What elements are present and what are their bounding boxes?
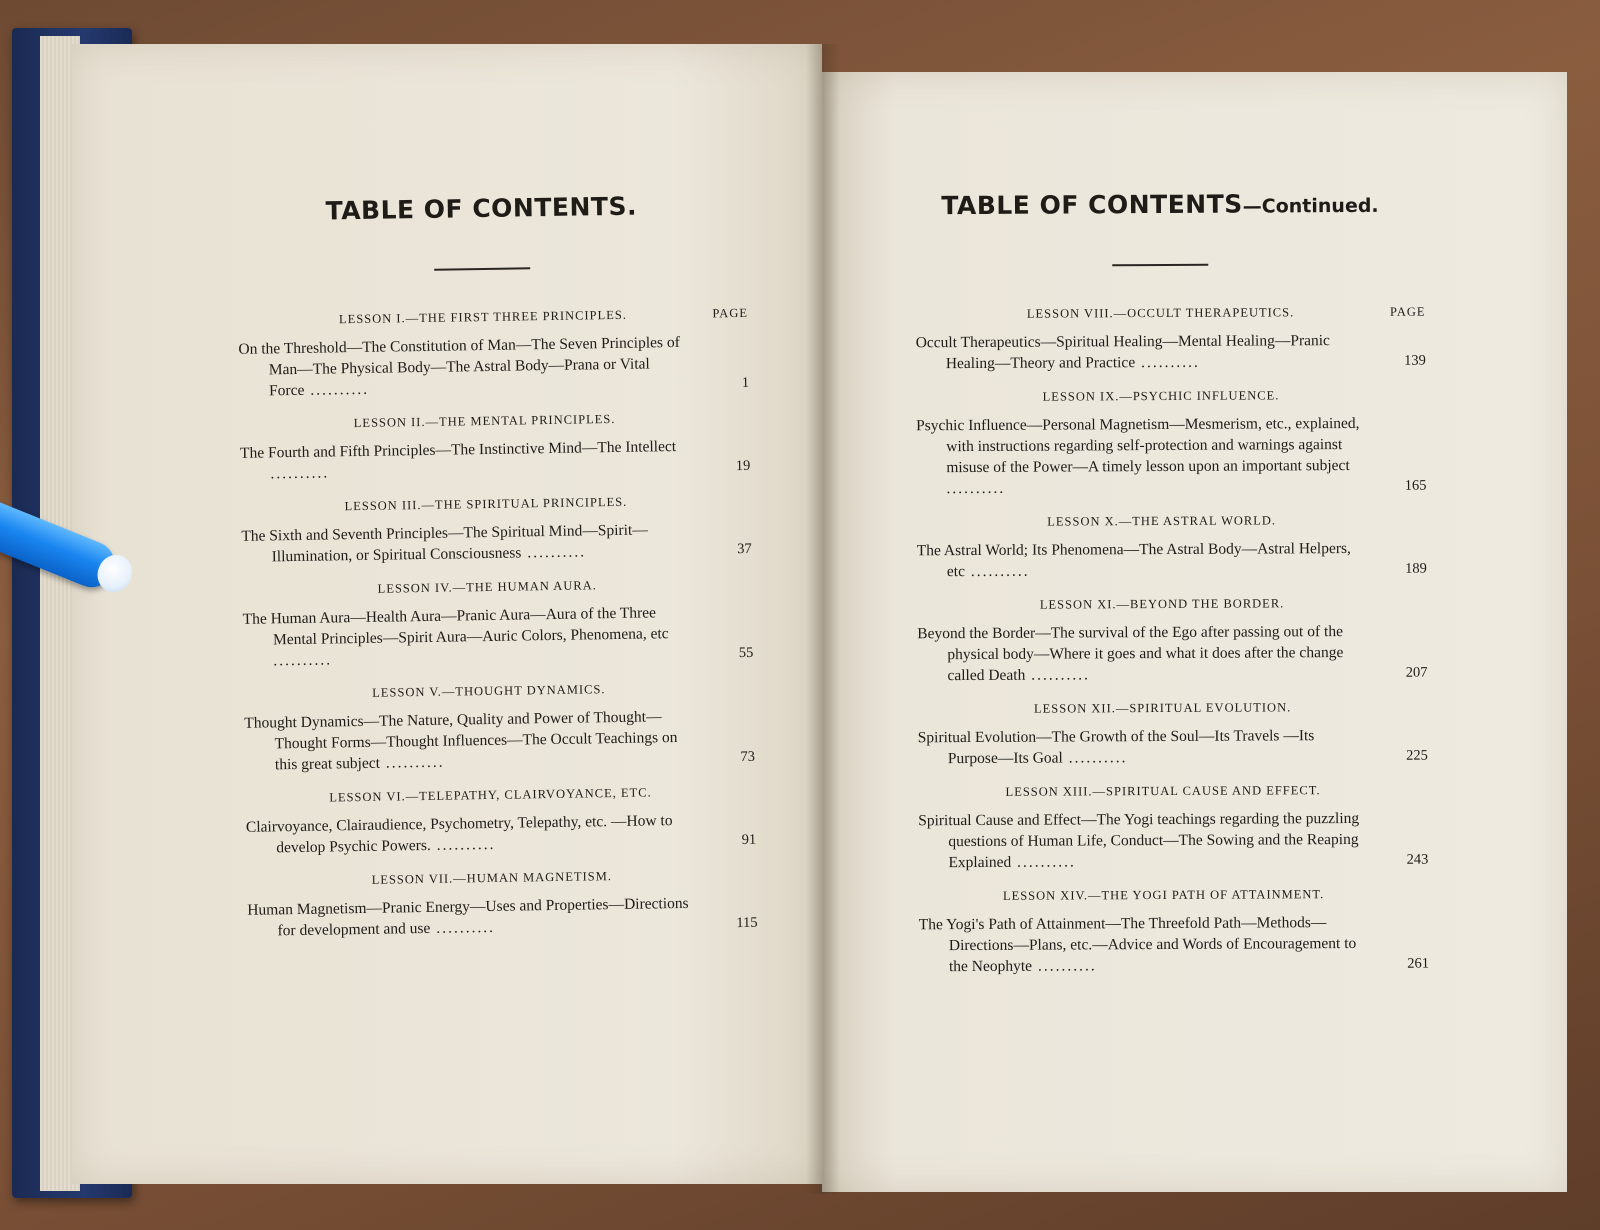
title-rule — [434, 267, 530, 271]
lesson-heading-text: LESSON XIII.—SPIRITUAL CAUSE AND EFFECT. — [1005, 783, 1321, 799]
book-gutter — [806, 44, 840, 1194]
lesson-heading-text: LESSON IV.—THE HUMAN AURA. — [377, 578, 597, 596]
lesson-heading — [918, 783, 1408, 801]
toc-entry — [241, 493, 752, 568]
page-number: 243 — [1406, 851, 1429, 868]
lesson-description — [918, 912, 1429, 978]
lesson-description-text: The Human Aura—Health Aura—Pranic Aura—Aura of the Three Mental Principles—Spirit Aura—Auric Colors, Phenomena, etc .......... — [242, 604, 669, 670]
lesson-description-text: The Sixth and Seventh Principles—The Spiritual Mind—Spirit—Illumination, or Spiritual Consciousness .......... — [241, 521, 648, 566]
lesson-description-text: The Fourth and Fifth Principles—The Instinctive Mind—The Intellect .......... — [239, 438, 677, 483]
lesson-heading-text: LESSON VI.—TELEPATHY, CLAIRVOYANCE, ETC. — [329, 785, 652, 805]
toc-entry — [917, 596, 1428, 687]
lesson-heading-text: LESSON X.—THE ASTRAL WORLD. — [1047, 513, 1277, 529]
toc-entry — [245, 784, 757, 859]
lesson-heading — [240, 410, 730, 433]
page-number: 261 — [1407, 955, 1429, 972]
lesson-list — [238, 305, 758, 942]
lesson-heading — [918, 700, 1408, 718]
page-number: 91 — [741, 831, 757, 849]
page-number: 165 — [1404, 477, 1427, 494]
lesson-description-text: On the Threshold—The Constitution of Man—The Seven Principles of Man—The Physical Body—The Astral Body—Prana or Vital Force .......... — [238, 333, 680, 400]
lesson-description — [239, 435, 751, 485]
lesson-heading-text: LESSON III.—THE SPIRITUAL PRINCIPLES. — [344, 494, 628, 514]
toc-entry — [916, 388, 1427, 500]
lesson-description — [917, 621, 1428, 687]
toc-entry — [916, 513, 1427, 583]
lesson-description-text: The Yogi's Path of Attainment—The Threefold Path—Methods—Directions—Plans, etc.—Advice and Words of Encouragement to the Neophyte .......... — [918, 914, 1357, 976]
lesson-heading — [919, 887, 1409, 905]
page-number: 225 — [1406, 747, 1428, 764]
page-number: 189 — [1405, 560, 1427, 577]
page-number: 37 — [737, 540, 752, 558]
lesson-description — [917, 725, 1428, 770]
lesson-heading — [242, 576, 732, 599]
page-number: 115 — [736, 914, 758, 932]
lesson-heading-text: LESSON XII.—SPIRITUAL EVOLUTION. — [1033, 700, 1292, 716]
lesson-description-text: Spiritual Evolution—The Growth of the Soul—Its Travels —Its Purpose—Its Goal .......... — [917, 727, 1315, 768]
toc-entry — [242, 576, 754, 672]
lesson-heading — [245, 784, 735, 807]
page-number: 1 — [741, 374, 750, 391]
right-page — [822, 72, 1567, 1192]
toc-entry — [918, 887, 1429, 978]
toc-entry — [244, 680, 756, 776]
lesson-description-text: Occult Therapeutics—Spiritual Healing—Mental Healing—Pranic Healing—Theory and Practice .......... — [915, 332, 1330, 373]
lesson-heading — [917, 513, 1407, 531]
toc-title: TABLE OF CONTENTS. — [325, 191, 638, 226]
lesson-heading — [241, 493, 731, 516]
toc-entry — [247, 867, 758, 942]
lesson-description — [244, 705, 756, 776]
lesson-heading — [244, 680, 734, 703]
page-column-label: PAGE — [1390, 304, 1426, 319]
lesson-description — [238, 331, 750, 402]
page-number: 207 — [1405, 664, 1428, 681]
toc-entry — [238, 305, 750, 402]
lesson-heading-text: LESSON VIII.—OCCULT THERAPEUTICS. — [1026, 305, 1295, 321]
lesson-heading — [916, 304, 1426, 323]
lesson-heading-text: LESSON V.—THOUGHT DYNAMICS. — [372, 682, 606, 700]
lesson-description — [245, 809, 757, 859]
lesson-description — [241, 518, 752, 568]
lesson-description — [242, 601, 754, 672]
lesson-description — [916, 413, 1427, 500]
toc-entry — [917, 700, 1428, 770]
lesson-heading — [916, 388, 1406, 406]
page-number: 55 — [738, 644, 754, 662]
lesson-description-text: Thought Dynamics—The Nature, Quality and Power of Thought—Thought Forms—Thought Influences—The Occult Teachings on this great subject .......... — [244, 708, 678, 774]
toc-title-continued: TABLE OF CONTENTS—Continued. — [941, 189, 1379, 221]
lesson-description-text: The Astral World; Its Phenomena—The Astral Body—Astral Helpers, etc .......... — [916, 540, 1351, 581]
lesson-list — [915, 304, 1429, 978]
title-rule — [1112, 264, 1208, 267]
left-toc — [236, 190, 758, 958]
page-column-label: PAGE — [712, 305, 749, 321]
toc-entry — [918, 783, 1429, 874]
lesson-heading-text: LESSON IX.—PSYCHIC INFLUENCE. — [1042, 388, 1280, 404]
lesson-description-text: Spiritual Cause and Effect—The Yogi teachings regarding the puzzling questions of Human Life, Conduct—The Sowing and the Reaping Explained .......... — [918, 809, 1360, 872]
lesson-heading — [247, 867, 737, 890]
lesson-description-text: Beyond the Border—The survival of the Ego after passing out of the physical body—Where it goes and what it does after the change called Death .......... — [917, 623, 1344, 685]
page-number: 19 — [735, 457, 751, 475]
lesson-heading-text: LESSON VII.—HUMAN MAGNETISM. — [371, 869, 613, 887]
lesson-description — [915, 330, 1426, 375]
lesson-heading — [917, 596, 1407, 614]
lesson-description-text: Psychic Influence—Personal Magnetism—Mesmerism, etc., explained, with instructions regarding self-protection and warnings against misuse of the Power—A timely lesson upon an important subject .......... — [916, 414, 1360, 498]
lesson-heading-text: LESSON XI.—BEYOND THE BORDER. — [1039, 596, 1285, 612]
toc-entry — [915, 304, 1426, 375]
lesson-description-text: Human Magnetism—Pranic Energy—Uses and Properties—Directions for development and use .......... — [247, 894, 689, 940]
lesson-heading-text: LESSON I.—THE FIRST THREE PRINCIPLES. — [338, 307, 628, 327]
lesson-description — [918, 808, 1429, 874]
lesson-heading — [238, 305, 749, 329]
lesson-heading-text: LESSON II.—THE MENTAL PRINCIPLES. — [353, 411, 616, 431]
toc-entry — [239, 410, 751, 485]
lesson-description-text: Clairvoyance, Clairaudience, Psychometry, Telepathy, etc. —How to develop Psychic Powers. .......... — [245, 812, 673, 857]
left-page — [72, 44, 822, 1184]
lesson-description — [247, 892, 758, 942]
title-continued-suffix: —Continued. — [1242, 194, 1379, 218]
lesson-heading-text: LESSON XIV.—THE YOGI PATH OF ATTAINMENT. — [1002, 887, 1325, 903]
page-number: 139 — [1404, 352, 1426, 369]
lesson-description — [916, 538, 1427, 583]
page-number: 73 — [740, 748, 756, 766]
right-toc — [915, 189, 1429, 994]
